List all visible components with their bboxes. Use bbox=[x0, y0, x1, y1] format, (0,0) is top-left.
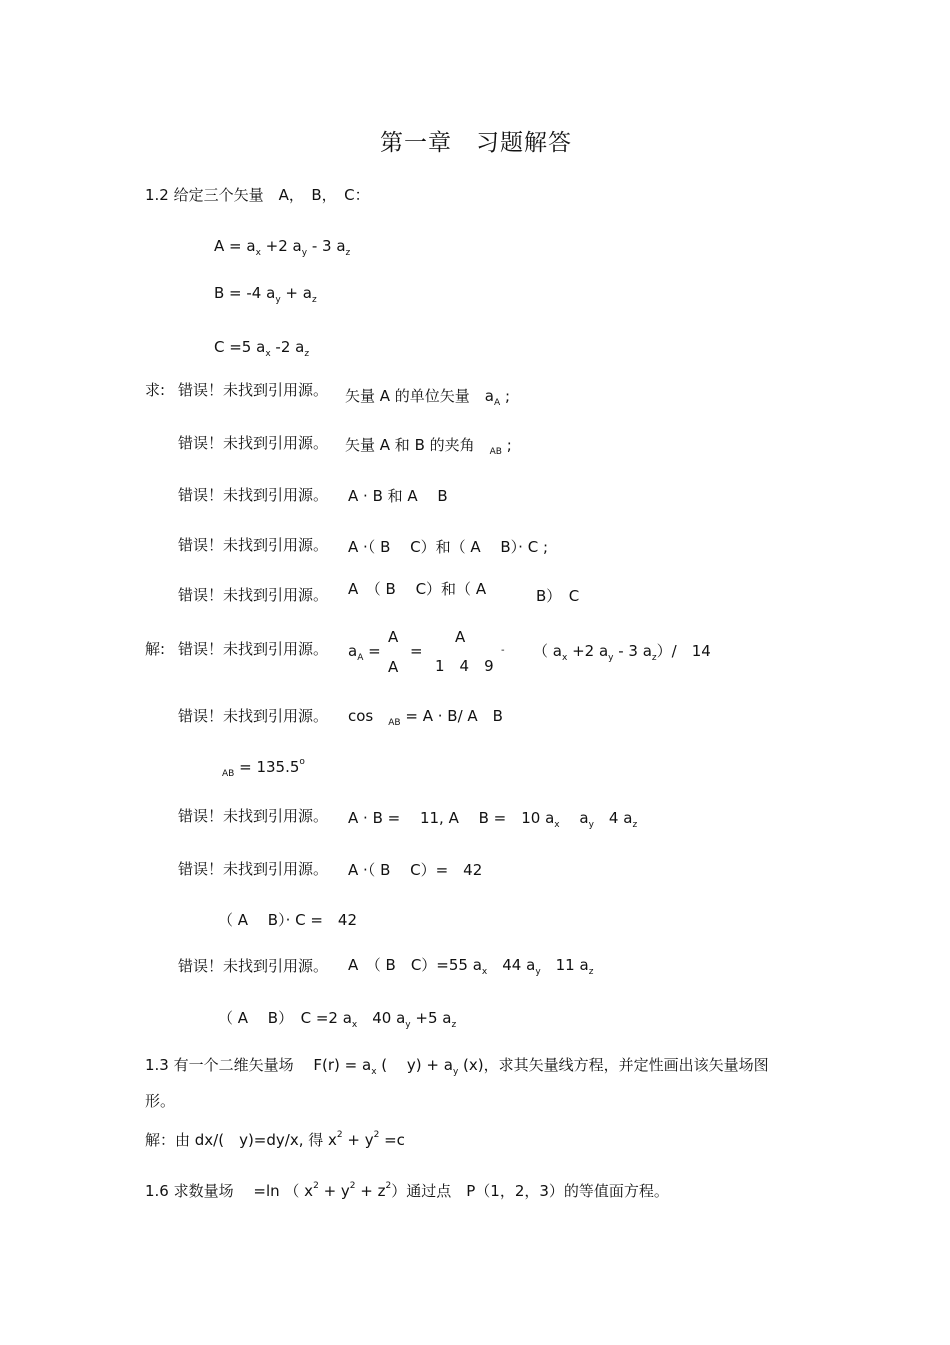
problem-1-3-solution: 解：由 dx/( y)=dy/x, 得 $x^2 + y^2 =c$ bbox=[145, 1130, 405, 1149]
answer-4b: （ A B）· C = 42 bbox=[218, 911, 358, 929]
answer-1-lhs: $a_A$ = bbox=[348, 642, 381, 663]
vector-c-definition: C =5 $a_x$ -2 $a_z$ bbox=[214, 338, 310, 359]
error-ref: 错误！未找到引用源。 bbox=[178, 807, 329, 825]
problem-1-2-intro: 1.2 给定三个矢量 A， B， C： bbox=[145, 186, 370, 204]
answer-5b: （ A B） C =2 $a_x$ 40 $a_y +5$ $a_z$ bbox=[218, 1009, 457, 1030]
question-5a: A （ B C）和（ A bbox=[348, 580, 487, 598]
error-ref: 错误！未找到引用源。 bbox=[178, 586, 329, 604]
question-1: 矢量 A 的单位矢量 $a_A$ ; bbox=[345, 387, 510, 408]
answer-1-den1: A bbox=[388, 658, 399, 676]
answer-1-den2: 1 4 9 bbox=[435, 657, 494, 675]
vector-b-definition: B = -4 $a_y + a_z$ bbox=[214, 284, 317, 305]
answer-4: A ·（ B C）= 42 bbox=[348, 861, 483, 879]
error-ref: 错误！未找到引用源。 bbox=[178, 486, 329, 504]
answer-3: A · B = 11, A B = 10 $a_x$ $a_y$ 4 $a_z$ bbox=[348, 809, 638, 830]
error-ref: 错误！未找到引用源。 bbox=[178, 434, 329, 452]
answer-2: cos $_{AB}$ = A · B/ A B bbox=[348, 707, 503, 728]
qiu-label: 求: bbox=[145, 381, 166, 399]
dash-mark: - bbox=[501, 645, 505, 656]
problem-1-3-line2: 形。 bbox=[145, 1092, 176, 1110]
question-2: 矢量 A 和 B 的夹角 $_{AB}$ ; bbox=[345, 436, 512, 457]
answer-5: A （ B C）=55 $a_x$ 44 $a_y$ 11 $a_z$ bbox=[348, 956, 594, 977]
error-ref: 错误！未找到引用源。 bbox=[178, 860, 329, 878]
chapter-title: 第一章 习题解答 bbox=[380, 130, 572, 156]
error-ref: 错误！未找到引用源。 bbox=[178, 957, 329, 975]
answer-1-num1: A bbox=[388, 628, 399, 646]
answer-1-expansion: （ $a_x +2$ $a_y - 3$ $a_z)/$ 14 bbox=[533, 642, 711, 663]
error-ref: 错误！未找到引用源。 bbox=[178, 707, 329, 725]
error-ref: 错误！未找到引用源。 bbox=[178, 640, 329, 658]
question-3: A · B 和 A B bbox=[348, 487, 448, 505]
error-ref: 错误！未找到引用源。 bbox=[178, 536, 329, 554]
answer-2-angle: $_{AB} = 135.5^o$ bbox=[222, 757, 305, 779]
problem-1-6: 1.6 求数量场 =ln （ $x^2 + y^2 + z^2$）通过点 P（1，2，3）的等值面方程。 bbox=[145, 1181, 669, 1200]
answer-1-num2: A bbox=[455, 628, 466, 646]
answer-1-eq2: = bbox=[410, 642, 423, 660]
jie-label: 解: bbox=[145, 640, 166, 658]
question-4: A ·（ B C）和（ A B）· C ; bbox=[348, 538, 549, 556]
vector-a-definition: $A = a_x +2$ $a_y - 3$ $a_z$ bbox=[214, 237, 351, 258]
question-5b: B） C bbox=[536, 587, 580, 605]
problem-1-3-line1: 1.3 有一个二维矢量场 $F(r) = a_x$ ( $y) + a_y$ (x)，求其矢量线方程，并定性画出该矢量场图 bbox=[145, 1056, 769, 1077]
error-ref: 错误！未找到引用源。 bbox=[178, 381, 329, 399]
